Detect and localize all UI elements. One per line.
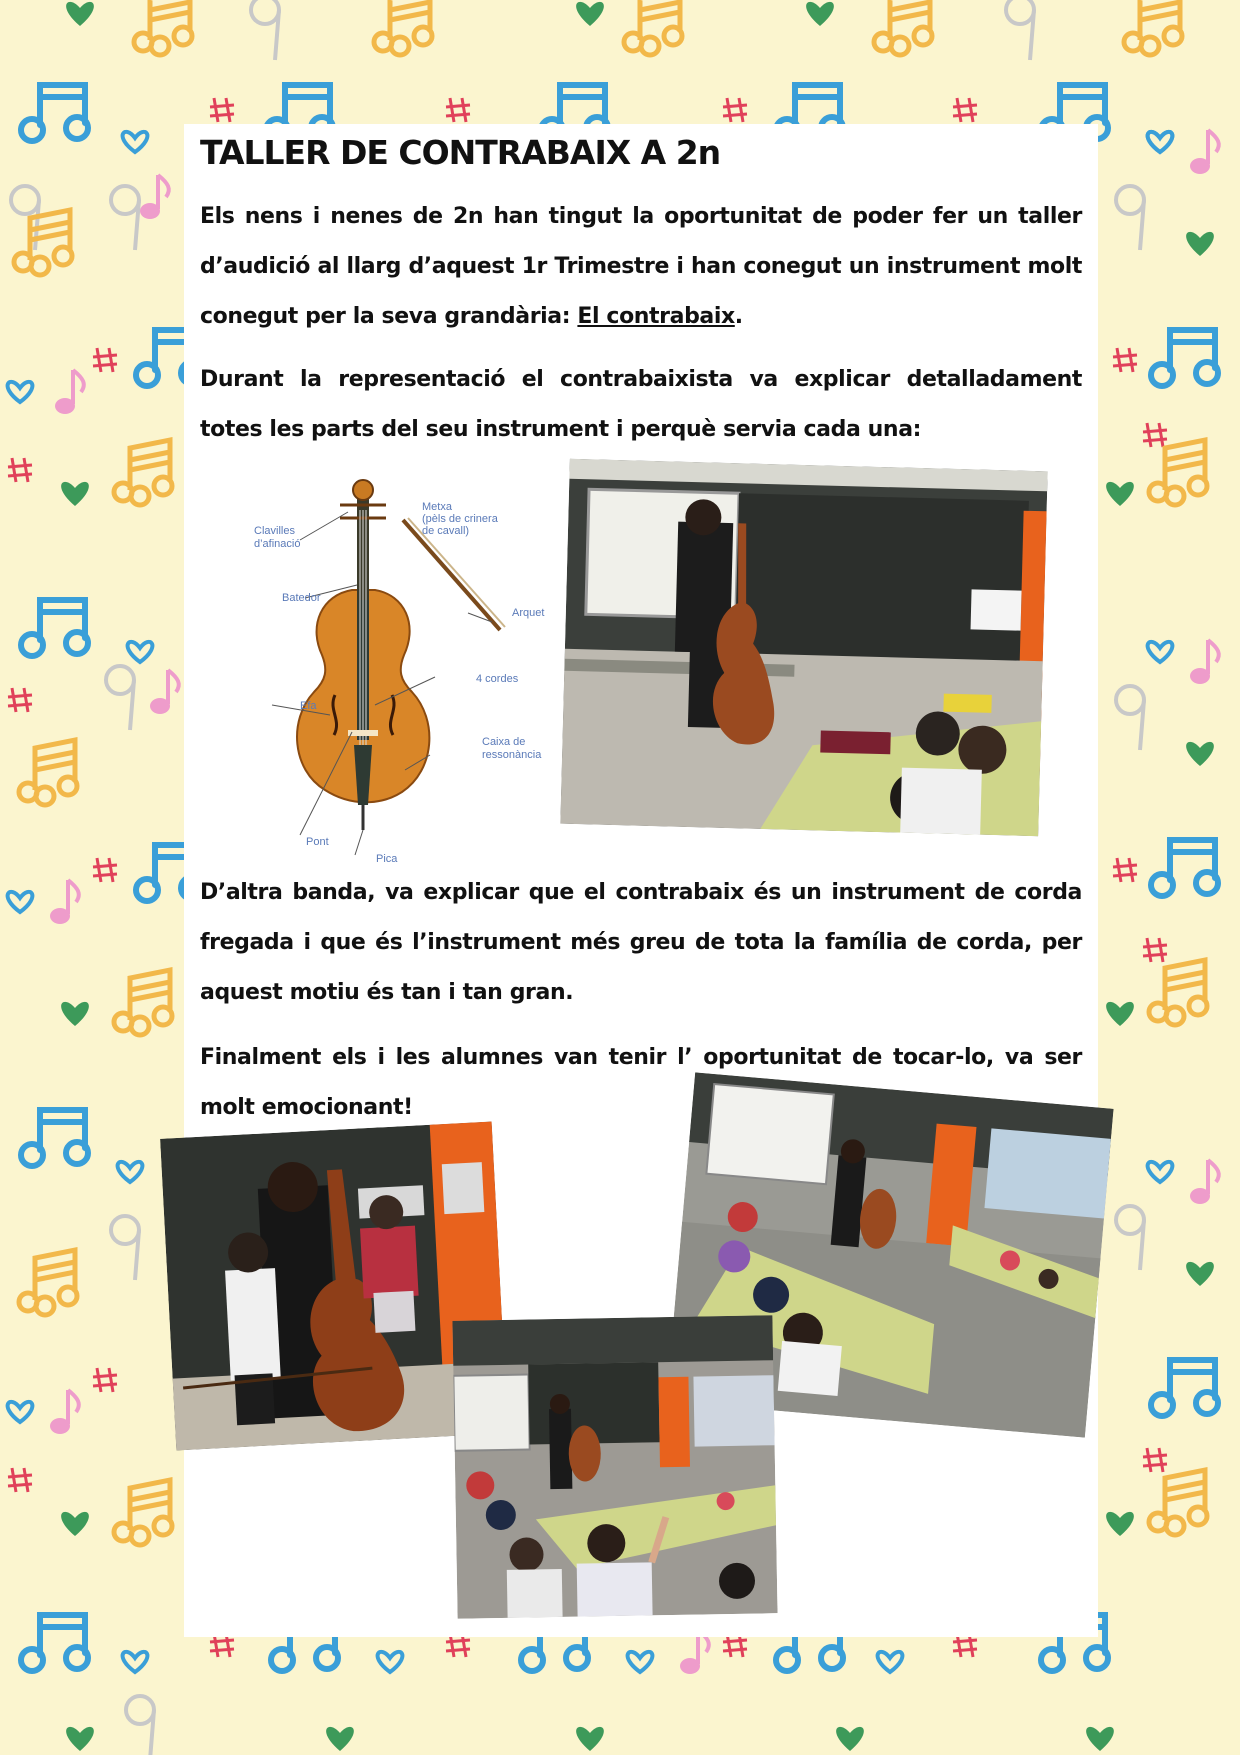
label-pont: Pont — [306, 836, 329, 848]
label-clavilles: Clavilles — [254, 525, 295, 537]
intro-paragraph — [200, 192, 1082, 342]
representation-paragraph: Durant la representació el contrabaixista va explicar detalladament totes les parts del seu instrument i perquè servia cada una: — [200, 367, 1082, 442]
label-efa: Efa — [300, 700, 317, 712]
intro-text: Els nens i nenes de 2n han tingut la oportunitat de poder fer un taller d’audició al llarg d’aquest 1r Trimestre i han conegut un instrument molt conegut per la seva grandària: — [200, 204, 1082, 329]
label-caixa: Caixa de — [482, 736, 526, 748]
intro-end: . — [734, 304, 743, 329]
label-arquet: Arquet — [512, 607, 545, 619]
instrument-name: El contrabaix — [577, 304, 735, 329]
page-title: TALLER DE CONTRABAIX A 2n — [200, 133, 721, 172]
label-clavilles-2: d’afinació — [254, 538, 301, 550]
photo-performer-classroom — [560, 459, 1047, 836]
label-metxa: Metxa — [422, 501, 452, 513]
instrument-family-paragraph: D’altra banda, va explicar que el contrabaix és un instrument de corda fregada i que és l’instrument més greu de tota la família de corda, per aquest motiu és tan i tan gran. — [200, 880, 1082, 1005]
label-cordes: 4 cordes — [476, 673, 519, 685]
double-bass-diagram — [230, 470, 560, 870]
label-metxa-3: de cavall) — [422, 525, 470, 537]
label-pica: Pica — [376, 853, 398, 865]
label-batedor: Batedor — [282, 592, 321, 604]
label-metxa-2: (pèls de crinera — [422, 513, 498, 525]
finale-paragraph: Finalment els i les alumnes van tenir l’ oportunitat de tocar-lo, va ser molt emocionant! — [200, 1045, 1082, 1120]
label-caixa-2: ressonància — [482, 749, 542, 761]
photo-children-seated — [452, 1315, 777, 1619]
